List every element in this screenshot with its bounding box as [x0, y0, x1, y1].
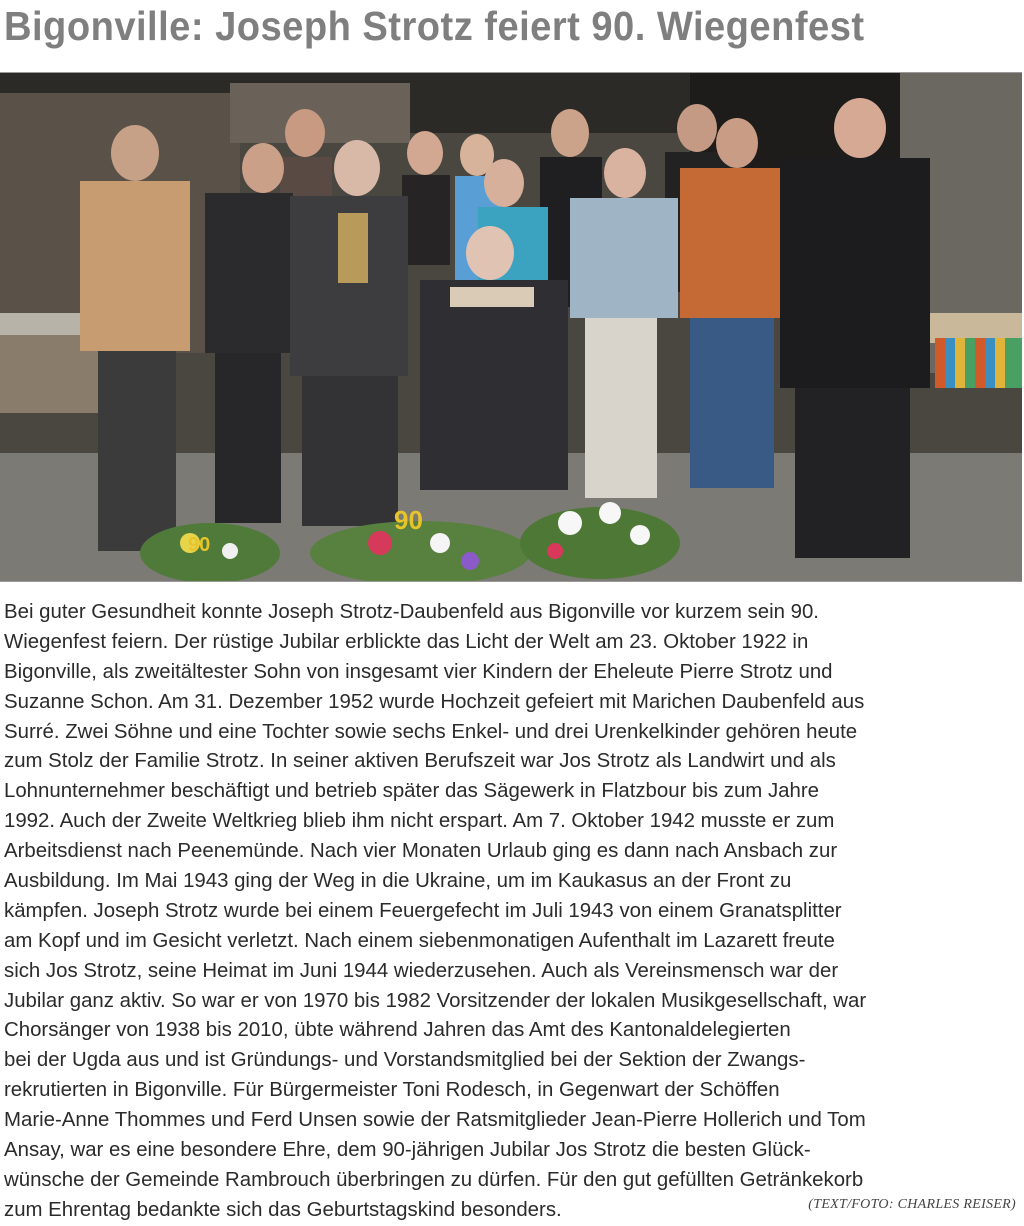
article-line: Surré. Zwei Söhne und eine Tochter sowie sechs Enkel- und drei Urenkelkinder gehören heute [4, 720, 858, 743]
article-line: Marie-Anne Thommes und Ferd Unsen sowie der Ratsmitglieder Jean-Pierre Hollerich und Tom [4, 1109, 866, 1132]
group-photo [0, 72, 1022, 582]
article-line: zum Stolz der Familie Strotz. In seiner aktiven Berufszeit war Jos Strotz als Landwirt und als [4, 750, 836, 773]
article-line: Ansay, war es eine besondere Ehre, dem 90-jährigen Jubilar Jos Strotz die besten Glück- [4, 1139, 811, 1162]
article-line: Chorsänger von 1938 bis 2010, übte während Jahren das Amt des Kantonaldelegierten [4, 1019, 791, 1042]
article-line: Jubilar ganz aktiv. So war er von 1970 bis 1982 Vorsitzender der lokalen Musikgesellschaft, war [4, 989, 867, 1012]
article-line: rekrutierten in Bigonville. Für Bürgermeister Toni Rodesch, in Gegenwart der Schöffen [4, 1079, 780, 1102]
article-line: Arbeitsdienst nach Peenemünde. Nach vier Monaten Urlaub ging es dann nach Ansbach zur [4, 840, 838, 863]
article-line: Suzanne Schon. Am 31. Dezember 1952 wurde Hochzeit gefeiert mit Marichen Daubenfeld aus [4, 690, 865, 713]
article-body [4, 598, 1016, 1226]
photo-credit: (TEXT/FOTO: CHARLES REISER) [808, 1196, 1016, 1212]
article-line: bei der Ugda aus und ist Gründungs- und Vorstandsmitglied bei der Sektion der Zwangs- [4, 1049, 806, 1072]
article-line: Lohnunternehmer beschäftigt und betrieb später das Sägewerk in Flatzbour bis zum Jahre [4, 780, 819, 803]
article-line: Bei guter Gesundheit konnte Joseph Strotz-Daubenfeld aus Bigonville vor kurzem sein 90. [4, 601, 819, 623]
article-line: wünsche der Gemeinde Rambrouch überbringen zu dürfen. Für den gut gefüllten Getränkekorb [4, 1168, 864, 1191]
article-line: 1992. Auch der Zweite Weltkrieg blieb ihm nicht erspart. Am 7. Oktober 1942 musste er zum [4, 810, 835, 833]
article-line: zum Ehrentag bedankte sich das Geburtstagskind besonders. [4, 1198, 562, 1221]
balloon-number-left: 90 [188, 534, 211, 556]
balloon-number-center: 90 [394, 505, 423, 535]
article-line: Ausbildung. Im Mai 1943 ging der Weg in die Ukraine, um im Kaukasus an der Front zu [4, 870, 792, 893]
article-line: kämpfen. Joseph Strotz wurde bei einem Feuergefecht im Juli 1943 von einem Granatsplitter [4, 899, 842, 922]
article-line: sich Jos Strotz, seine Heimat im Juni 1944 wiederzusehen. Auch als Vereinsmensch war der [4, 959, 839, 982]
article-headline: Bigonville: Joseph Strotz feiert 90. Wiegenfest [4, 3, 865, 49]
article-line: Wiegenfest feiern. Der rüstige Jubilar erblickte das Licht der Welt am 23. Oktober 1922 in [4, 630, 809, 653]
article-line: am Kopf und im Gesicht verletzt. Nach einem siebenmonatigen Aufenthalt im Lazarett freute [4, 929, 835, 952]
group-photo-icon [0, 73, 1022, 581]
article-line: Bigonville, als zweitältester Sohn von insgesamt vier Kindern der Eheleute Pierre Strotz und [4, 660, 833, 683]
